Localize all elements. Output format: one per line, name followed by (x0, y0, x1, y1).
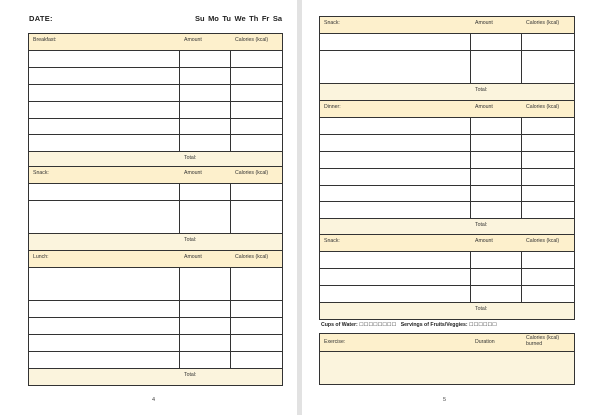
dinner-total-row (320, 219, 574, 235)
page-number: 4 (152, 397, 156, 403)
total-label: Total: (184, 155, 197, 161)
table-row[interactable] (29, 335, 282, 352)
total-label: Total: (475, 306, 488, 312)
table-row[interactable] (29, 301, 282, 318)
table-row[interactable] (320, 186, 574, 202)
snack-header-row (320, 17, 574, 34)
table-row[interactable] (320, 135, 574, 152)
table-row[interactable] (29, 268, 282, 301)
fruits-label: Servings of Fruits/Veggies: (400, 322, 468, 328)
table-row[interactable] (320, 286, 574, 303)
calories-header: Calories (kcal) (235, 170, 269, 176)
snack-label: Snack: (324, 238, 340, 244)
table-row[interactable] (29, 85, 282, 102)
day-mo[interactable]: Mo (208, 14, 219, 23)
duration-header: Duration (475, 339, 495, 345)
day-we[interactable]: We (234, 14, 246, 23)
table-row[interactable] (320, 252, 574, 269)
total-label: Total: (475, 222, 488, 228)
snack-total-row (29, 234, 282, 250)
fruit-checkboxes[interactable]: ☐☐☐☐☐☐ (469, 322, 497, 328)
table-row[interactable] (29, 119, 282, 135)
water-checkboxes[interactable]: ☐☐☐☐☐☐☐☐ (359, 322, 397, 328)
amount-header: Amount (475, 20, 493, 26)
calories-header: Calories (kcal) (235, 37, 269, 43)
dinner-table (319, 100, 575, 236)
table-row[interactable] (29, 135, 282, 152)
table-row[interactable] (29, 352, 282, 369)
snack-label: Snack: (324, 20, 340, 26)
weekday-selector (195, 14, 282, 23)
table-row[interactable] (320, 152, 574, 169)
table-row[interactable] (320, 169, 574, 186)
calories-header: Calories (kcal) (526, 20, 560, 26)
date-label: DATE: (29, 14, 53, 23)
table-row[interactable] (320, 202, 574, 219)
amount-header: Amount (184, 254, 202, 260)
table-row[interactable] (320, 269, 574, 286)
day-sa[interactable]: Sa (272, 14, 282, 23)
calories-header: Calories (kcal) (235, 254, 269, 260)
table-row[interactable] (320, 34, 574, 51)
lunch-total-row (29, 369, 282, 385)
total-label: Total: (184, 237, 197, 243)
exercise-table (319, 333, 575, 385)
exercise-label: Exercise: (324, 339, 346, 345)
table-row[interactable] (29, 184, 282, 201)
left-page (0, 0, 297, 415)
amount-header: Amount (184, 37, 202, 43)
lunch-table (28, 250, 283, 386)
breakfast-table (28, 33, 283, 168)
lunch-label: Lunch: (33, 254, 49, 260)
water-label: Cups of Water: (321, 322, 358, 328)
snack-header-row (29, 167, 282, 184)
date-row (29, 14, 282, 26)
snack-total-row (320, 84, 574, 101)
total-label: Total: (475, 87, 488, 93)
dinner-label: Dinner: (324, 104, 341, 110)
snack-header-row (320, 235, 574, 252)
breakfast-total-row (29, 152, 282, 167)
day-su[interactable]: Su (194, 14, 205, 23)
calories-burned-header: Calories (kcal) burned (526, 335, 560, 347)
exercise-header-row (320, 334, 574, 352)
table-row[interactable] (320, 352, 574, 384)
dinner-header-row (320, 101, 574, 118)
table-row[interactable] (29, 102, 282, 119)
page-number: 5 (443, 397, 447, 403)
snack-table (28, 166, 283, 252)
right-page (302, 0, 599, 415)
amount-header: Amount (475, 104, 493, 110)
water-fruit-tracker (321, 322, 581, 328)
snack-table (319, 234, 575, 320)
table-row[interactable] (320, 51, 574, 84)
calories-header: Calories (kcal) (526, 104, 560, 110)
table-row[interactable] (29, 201, 282, 234)
lunch-header-row (29, 251, 282, 268)
snack-label: Snack: (33, 170, 49, 176)
day-fr[interactable]: Fr (261, 14, 270, 23)
table-row[interactable] (29, 51, 282, 68)
amount-header: Amount (475, 238, 493, 244)
table-row[interactable] (29, 68, 282, 85)
day-th[interactable]: Th (249, 14, 259, 23)
snack-total-row (320, 303, 574, 319)
calories-header: Calories (kcal) (526, 238, 560, 244)
snack-table (319, 16, 575, 102)
breakfast-header-row (29, 34, 282, 51)
breakfast-label: Breakfast: (33, 37, 57, 43)
total-label: Total: (184, 372, 197, 378)
amount-header: Amount (184, 170, 202, 176)
table-row[interactable] (29, 318, 282, 335)
table-row[interactable] (320, 118, 574, 135)
day-tu[interactable]: Tu (222, 14, 232, 23)
